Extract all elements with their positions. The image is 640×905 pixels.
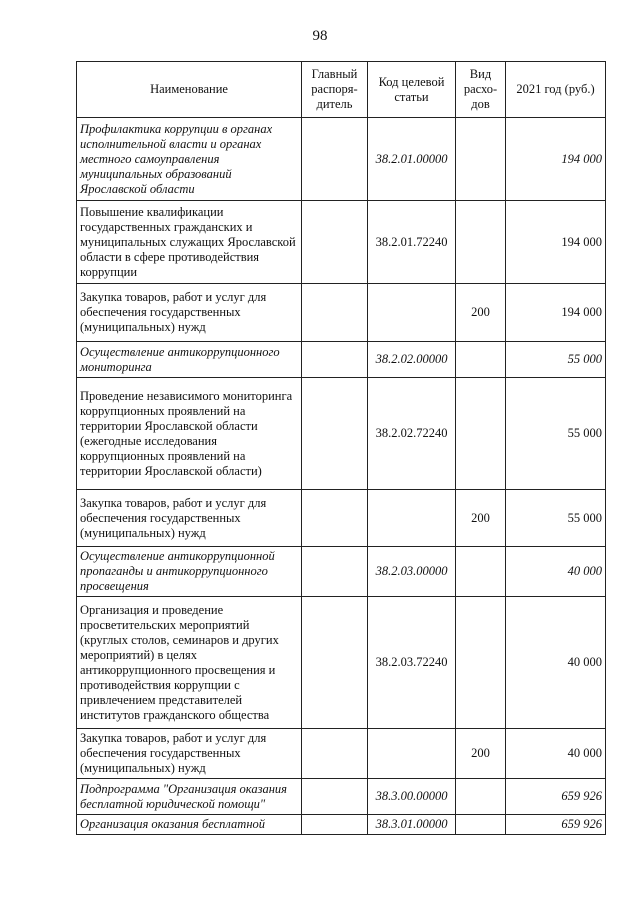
header-amount: 2021 год (руб.) xyxy=(506,62,606,118)
cell-kind xyxy=(456,118,506,201)
table-row xyxy=(77,779,606,815)
table-row xyxy=(77,729,606,779)
cell-admin xyxy=(302,201,368,284)
cell-admin xyxy=(302,342,368,378)
cell-code xyxy=(368,284,456,342)
cell-admin xyxy=(302,490,368,547)
cell-kind: 200 xyxy=(456,284,506,342)
cell-code xyxy=(368,490,456,547)
cell-admin xyxy=(302,729,368,779)
cell-code: 38.2.03.00000 xyxy=(368,547,456,597)
cell-amount: 194 000 xyxy=(506,284,606,342)
cell-admin xyxy=(302,815,368,835)
cell-name: Осуществление антикоррупционной пропаганды и антикоррупционного просвещения xyxy=(77,547,302,597)
budget-table xyxy=(76,61,606,835)
table-row xyxy=(77,597,606,729)
cell-amount: 194 000 xyxy=(506,201,606,284)
cell-kind xyxy=(456,378,506,490)
cell-name: Профилактика коррупции в органах исполнительной власти и органах местного самоуправления муниципальных образований Ярославской области xyxy=(77,118,302,201)
cell-code: 38.3.01.00000 xyxy=(368,815,456,835)
cell-admin xyxy=(302,597,368,729)
table-row xyxy=(77,490,606,547)
cell-amount: 55 000 xyxy=(506,490,606,547)
cell-name: Подпрограмма "Организация оказания бесплатной юридической помощи" xyxy=(77,779,302,815)
cell-kind xyxy=(456,779,506,815)
table-row xyxy=(77,547,606,597)
cell-name: Осуществление антикоррупционного мониторинга xyxy=(77,342,302,378)
cell-kind xyxy=(456,597,506,729)
cell-code: 38.3.00.00000 xyxy=(368,779,456,815)
cell-amount: 40 000 xyxy=(506,547,606,597)
table-row xyxy=(77,378,606,490)
cell-name: Закупка товаров, работ и услуг для обеспечения государственных (муниципальных) нужд xyxy=(77,490,302,547)
header-code: Код целевой статьи xyxy=(368,62,456,118)
cell-kind: 200 xyxy=(456,729,506,779)
header-admin: Главный распоря-дитель xyxy=(302,62,368,118)
table-row xyxy=(77,815,606,835)
cell-amount: 55 000 xyxy=(506,342,606,378)
cell-amount: 40 000 xyxy=(506,597,606,729)
cell-name: Организация и проведение просветительских мероприятий (круглых столов, семинаров и других мероприятий) в целях антикоррупционного просвещения и противодействия коррупции с привлечением представителей институтов гражданского общества xyxy=(77,597,302,729)
header-kind: Вид расхо-дов xyxy=(456,62,506,118)
cell-name: Повышение квалификации государственных гражданских и муниципальных служащих Ярославской области в сфере противодействия коррупции xyxy=(77,201,302,284)
table-row xyxy=(77,284,606,342)
cell-code: 38.2.02.00000 xyxy=(368,342,456,378)
cell-code xyxy=(368,729,456,779)
cell-kind: 200 xyxy=(456,490,506,547)
cell-admin xyxy=(302,284,368,342)
page-number: 98 xyxy=(312,28,328,44)
table-header-row xyxy=(77,62,606,118)
cell-name: Проведение независимого мониторинга коррупционных проявлений на территории Ярославской области (ежегодные исследования коррупционных проявлений на территории Ярославской области) xyxy=(77,378,302,490)
cell-admin xyxy=(302,547,368,597)
cell-amount: 40 000 xyxy=(506,729,606,779)
cell-code: 38.2.01.00000 xyxy=(368,118,456,201)
cell-kind xyxy=(456,342,506,378)
cell-kind xyxy=(456,815,506,835)
cell-amount: 55 000 xyxy=(506,378,606,490)
cell-code: 38.2.03.72240 xyxy=(368,597,456,729)
table-row xyxy=(77,201,606,284)
cell-kind xyxy=(456,547,506,597)
table-row xyxy=(77,118,606,201)
table-row xyxy=(77,342,606,378)
cell-admin xyxy=(302,779,368,815)
cell-admin xyxy=(302,118,368,201)
cell-code: 38.2.02.72240 xyxy=(368,378,456,490)
cell-amount: 659 926 xyxy=(506,779,606,815)
header-name: Наименование xyxy=(77,62,302,118)
cell-amount: 659 926 xyxy=(506,815,606,835)
cell-amount: 194 000 xyxy=(506,118,606,201)
cell-admin xyxy=(302,378,368,490)
cell-name: Закупка товаров, работ и услуг для обеспечения государственных (муниципальных) нужд xyxy=(77,284,302,342)
cell-name: Организация оказания бесплатной xyxy=(77,815,302,835)
cell-kind xyxy=(456,201,506,284)
cell-name: Закупка товаров, работ и услуг для обеспечения государственных (муниципальных) нужд xyxy=(77,729,302,779)
cell-code: 38.2.01.72240 xyxy=(368,201,456,284)
